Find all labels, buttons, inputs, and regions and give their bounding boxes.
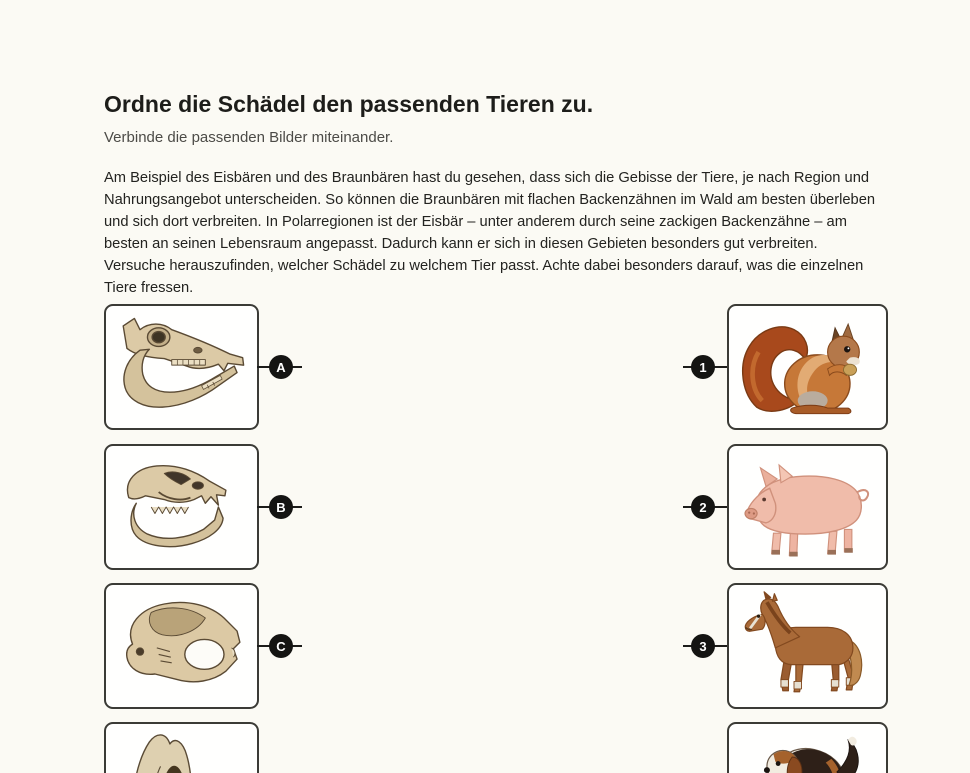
pig-illustration: [738, 450, 878, 564]
match-row: [0, 444, 970, 570]
skull-card-a[interactable]: [104, 304, 259, 430]
animal-card-3[interactable]: [727, 583, 888, 709]
skull-card-c[interactable]: [104, 583, 259, 709]
intro-text: [104, 167, 878, 299]
match-row: [0, 583, 970, 709]
rodent-skull-illustration: [112, 589, 252, 703]
beagle-dog-illustration: [738, 728, 878, 773]
match-badge-3[interactable]: 3: [691, 634, 715, 658]
predator-skull-illustration: [112, 450, 252, 564]
match-badge-c[interactable]: C: [269, 634, 293, 658]
intro-paragraph-1: Am Beispiel des Eisbären und des Braunbären hast du gesehen, dass sich die Gebisse der Tiere, je nach Region und Nahrungsangebot unterscheiden. So können die Braunbären mit flachen Backenzähnen im Wald am besten überleben und sich dort verbreiten. In Polarregionen ist der Eisbär – unter anderem durch seine zackigen Backenzähne – am besten an seinen Lebensraum angepasst. Dadurch kann er sich in diesen Gebieten besonders gut verbreiten.: [104, 170, 876, 252]
horse-illustration: [738, 589, 878, 703]
animal-card-4[interactable]: [727, 722, 888, 773]
skull-card-d[interactable]: [104, 722, 259, 773]
partial-skull-illustration: [112, 728, 252, 773]
horse-skull-illustration: [112, 310, 252, 424]
match-badge-1[interactable]: 1: [691, 355, 715, 379]
page-title: Ordne die Schädel den passenden Tieren zu.: [104, 91, 594, 117]
match-row: [0, 722, 970, 773]
match-badge-b[interactable]: B: [269, 495, 293, 519]
match-badge-2[interactable]: 2: [691, 495, 715, 519]
match-badge-a[interactable]: A: [269, 355, 293, 379]
page-subtitle: Verbinde die passenden Bilder miteinander.: [104, 129, 394, 146]
intro-paragraph-2: Versuche herauszufinden, welcher Schädel zu welchem Tier passt. Achte dabei besonders darauf, was die einzelnen Tiere fressen.: [104, 258, 864, 296]
skull-card-b[interactable]: [104, 444, 259, 570]
match-row: [0, 304, 970, 430]
red-squirrel-illustration: [738, 310, 878, 424]
animal-card-1[interactable]: [727, 304, 888, 430]
animal-card-2[interactable]: [727, 444, 888, 570]
